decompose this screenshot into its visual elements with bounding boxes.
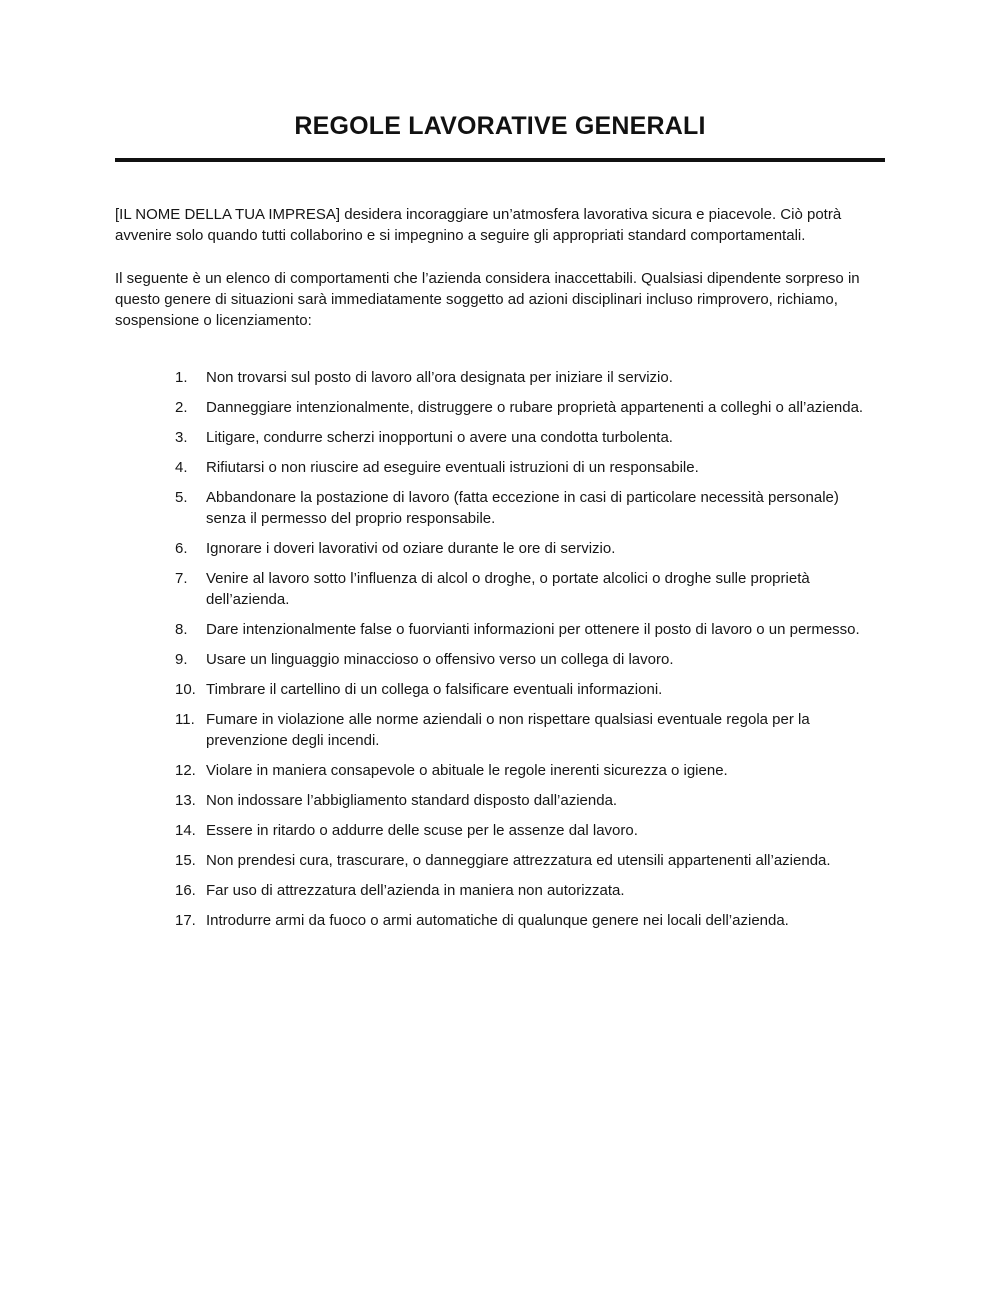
rule-number: 7. [175, 569, 188, 587]
rule-text: Non prendesi cura, trascurare, o danneggiare attrezzatura ed utensili appartenenti all’azienda. [206, 851, 831, 869]
rule-number: 1. [175, 368, 188, 386]
rule-item [115, 679, 885, 700]
rule-text: Non trovarsi sul posto di lavoro all’ora designata per iniziare il servizio. [206, 368, 673, 386]
rule-number: 10. [175, 680, 196, 698]
rule-item [115, 457, 885, 478]
rule-text: Non indossare l’abbigliamento standard disposto dall’azienda. [206, 791, 618, 809]
rule-item [115, 397, 885, 418]
rule-text: Dare intenzionalmente false o fuorvianti informazioni per ottenere il posto di lavoro o un permesso. [206, 620, 860, 638]
rule-item [115, 649, 885, 670]
rule-number: 2. [175, 398, 188, 416]
rule-number: 14. [175, 821, 196, 839]
rule-item [115, 487, 885, 529]
title-divider [115, 158, 885, 162]
rule-item [115, 619, 885, 640]
rule-text: Fumare in violazione alle norme aziendali o non rispettare qualsiasi eventuale regola per la prevenzione degli incendi. [206, 710, 810, 749]
rule-text: Litigare, condurre scherzi inopportuni o avere una condotta turbolenta. [206, 428, 673, 446]
rule-item [115, 538, 885, 559]
rule-text: Venire al lavoro sotto l’influenza di alcol o droghe, o portate alcolici o droghe sulle proprietà dell’azienda. [206, 569, 810, 608]
rules-list [115, 367, 885, 931]
rule-text: Violare in maniera consapevole o abituale le regole inerenti sicurezza o igiene. [206, 761, 728, 779]
rule-text: Rifiutarsi o non riuscire ad eseguire eventuali istruzioni di un responsabile. [206, 458, 699, 476]
intro-paragraph: Il seguente è un elenco di comportamenti che l’azienda considera inaccettabili. Qualsiasi dipendente sorpreso in questo genere di situazioni sarà immediatamente soggetto ad azioni disciplinari incluso rimprovero, richiamo, sospensione o licenziamento: [115, 269, 860, 329]
rule-item [115, 910, 885, 931]
rule-item [115, 709, 885, 751]
rule-text: Introdurre armi da fuoco o armi automatiche di qualunque genere nei locali dell’azienda. [206, 911, 789, 929]
rule-text: Danneggiare intenzionalmente, distruggere o rubare proprietà appartenenti a colleghi o all’azienda. [206, 398, 864, 416]
rule-item [115, 367, 885, 388]
rule-number: 16. [175, 881, 196, 899]
page-title: REGOLE LAVORATIVE GENERALI [294, 112, 706, 140]
rule-item [115, 850, 885, 871]
rule-number: 3. [175, 428, 188, 446]
rule-number: 12. [175, 761, 196, 779]
rule-text: Abbandonare la postazione di lavoro (fatta eccezione in casi di particolare necessità personale) senza il permesso del proprio responsabile. [206, 488, 839, 527]
rule-number: 9. [175, 650, 188, 668]
rule-number: 6. [175, 539, 188, 557]
rule-item [115, 760, 885, 781]
rule-text: Far uso di attrezzatura dell’azienda in maniera non autorizzata. [206, 881, 625, 899]
rule-number: 13. [175, 791, 196, 809]
rule-number: 8. [175, 620, 188, 638]
rule-text: Usare un linguaggio minaccioso o offensivo verso un collega di lavoro. [206, 650, 674, 668]
rule-number: 4. [175, 458, 188, 476]
rule-item [115, 568, 885, 610]
rule-text: Timbrare il cartellino di un collega o falsificare eventuali informazioni. [206, 680, 663, 698]
intro-section [115, 204, 885, 331]
rule-number: 17. [175, 911, 196, 929]
rule-item [115, 820, 885, 841]
rule-number: 11. [175, 710, 195, 728]
intro-paragraph: [IL NOME DELLA TUA IMPRESA] desidera incoraggiare un’atmosfera lavorativa sicura e piacevole. Ciò potrà avvenire solo quando tutti collaborino e si impegnino a seguire gli appropriati standard comportamentali. [115, 205, 842, 244]
rule-number: 15. [175, 851, 196, 869]
rule-item [115, 790, 885, 811]
rule-text: Ignorare i doveri lavorativi od oziare durante le ore di servizio. [206, 539, 616, 557]
rule-text: Essere in ritardo o addurre delle scuse per le assenze dal lavoro. [206, 821, 638, 839]
rule-item [115, 880, 885, 901]
rule-item [115, 427, 885, 448]
rule-number: 5. [175, 488, 188, 506]
